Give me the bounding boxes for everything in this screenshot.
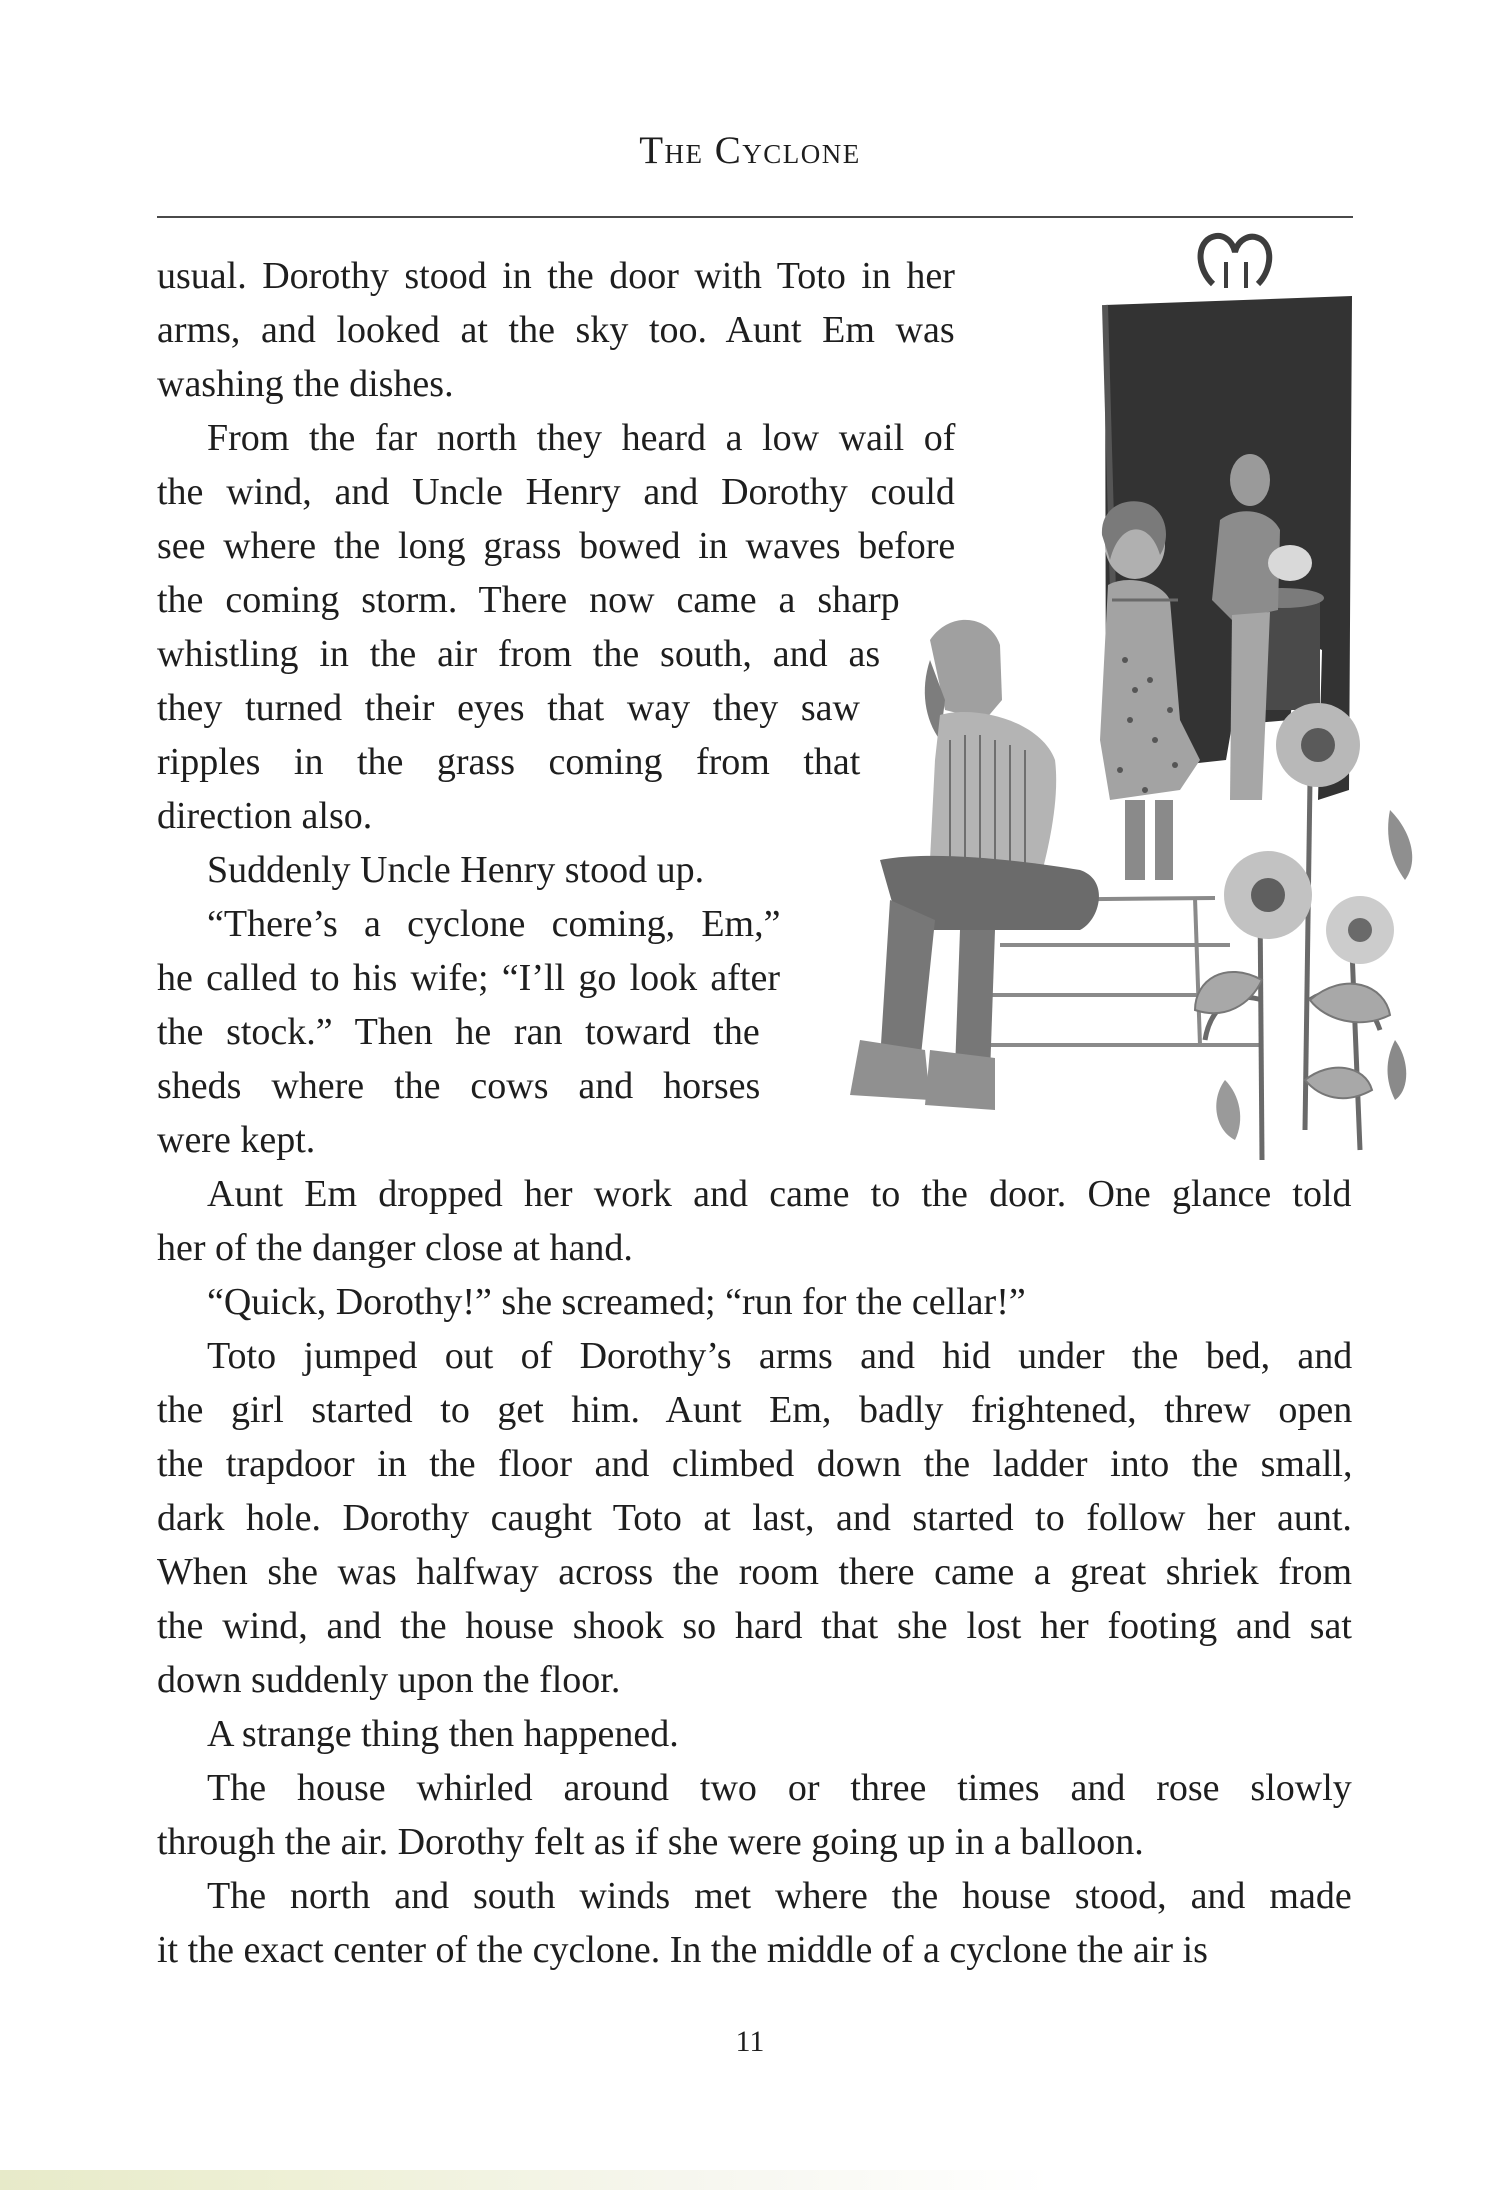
text-line: the wind, and Uncle Henry and Dorothy could <box>157 471 955 513</box>
text-line: her of the danger close at hand. <box>157 1227 633 1269</box>
text-line: sheds where the cows and horses <box>157 1065 761 1107</box>
text-line: he called to his wife; “I’ll go look after <box>157 957 781 999</box>
text-line: Toto jumped out of Dorothy’s arms and hid under the bed, and <box>207 1335 1353 1377</box>
text-line: the trapdoor in the floor and climbed down the ladder into the small, <box>157 1443 1353 1485</box>
sunflower-leaves <box>1195 972 1390 1098</box>
text-line: it the exact center of the cyclone. In the middle of a cyclone the air is <box>157 1929 1208 1971</box>
text-line: Suddenly Uncle Henry stood up. <box>207 849 705 891</box>
text-line: ripples in the grass coming from that <box>157 741 861 783</box>
text-line: the stock.” Then he ran toward the <box>157 1011 760 1053</box>
text-line: direction also. <box>157 795 373 837</box>
text-line: they turned their eyes that way they saw <box>157 687 860 729</box>
text-line: dark hole. Dorothy caught Toto at last, and started to follow her aunt. <box>157 1497 1352 1539</box>
text-line: washing the dishes. <box>157 363 454 405</box>
text-line: Aunt Em dropped her work and came to the door. One glance told <box>207 1173 1352 1215</box>
text-line: down suddenly upon the floor. <box>157 1659 621 1701</box>
text-line: “There’s a cyclone coming, Em,” <box>207 903 781 945</box>
text-line: The north and south winds met where the house stood, and made <box>207 1875 1352 1917</box>
scan-edge <box>0 2170 1500 2190</box>
text-line: the coming storm. There now came a sharp <box>157 579 900 621</box>
text-line: were kept. <box>157 1119 316 1161</box>
uncle-henry-figure <box>850 620 1099 1110</box>
text-line: A strange thing then happened. <box>207 1713 679 1755</box>
text-line: the girl started to get him. Aunt Em, badly frightened, threw open <box>157 1389 1353 1431</box>
text-line: arms, and looked at the sky too. Aunt Em was <box>157 309 955 351</box>
text-line: whistling in the air from the south, and as <box>157 633 881 675</box>
running-head: The Cyclone <box>639 129 861 172</box>
horseshoe-icon <box>1201 236 1270 288</box>
text-line: through the air. Dorothy felt as if she were going up in a balloon. <box>157 1821 1144 1863</box>
text-line: usual. Dorothy stood in the door with Toto in her <box>157 255 955 297</box>
text-line: “Quick, Dorothy!” she screamed; “run for the cellar!” <box>207 1281 1026 1323</box>
text-line: the wind, and the house shook so hard that she lost her footing and sat <box>157 1605 1352 1647</box>
text-line: From the far north they heard a low wail of <box>207 417 956 459</box>
text-line: When she was halfway across the room there came a great shriek from <box>157 1551 1353 1593</box>
page-number: 11 <box>735 2025 765 2058</box>
text-line: see where the long grass bowed in waves before <box>157 525 956 567</box>
text-line: The house whirled around two or three times and rose slowly <box>207 1767 1352 1809</box>
